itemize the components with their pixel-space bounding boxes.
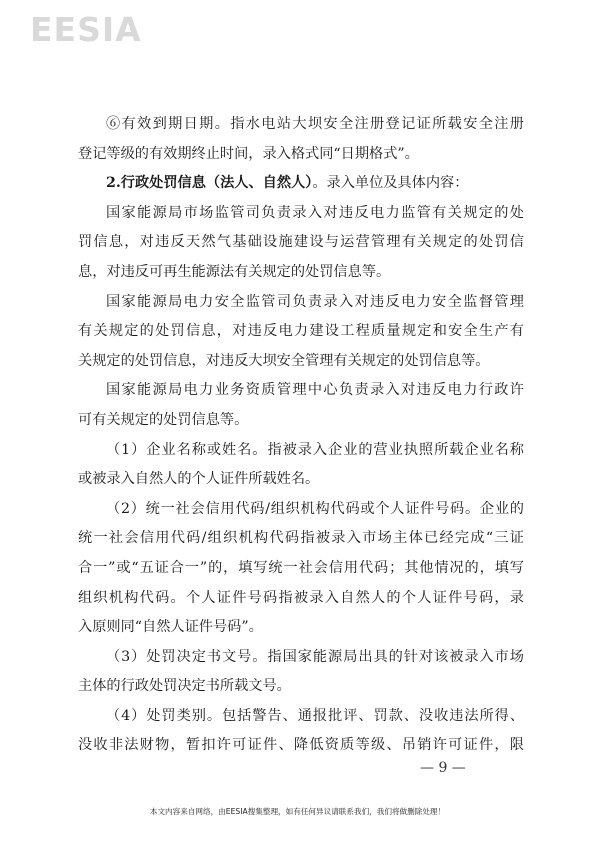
text-line: （3）处罚决定书文号。指国家能源局出具的针对该被录入市场 bbox=[106, 648, 524, 665]
text-line: 关规定的处罚信息，对违反大坝安全管理有关规定的处罚信息等。 bbox=[78, 352, 490, 369]
text-line: 主体的行政处罚决定书所载文号。 bbox=[78, 678, 291, 695]
text-line: （4）处罚类别。包括警告、通报批评、罚款、没收违法所得、 bbox=[106, 707, 524, 724]
text-line: 国家能源局市场监管司负责录入对违反电力监管有关规定的处 bbox=[106, 204, 524, 221]
footer-disclaimer: 本文内容来自网络，由EESIA搜集整理，如有任何异议请联系我们，我们将做删除处理！ bbox=[149, 807, 446, 816]
text-line: 或被录入自然人的个人证件所载姓名。 bbox=[78, 471, 320, 488]
text-line: 。录入单位及具体内容： bbox=[312, 175, 469, 192]
text-line: 国家能源局电力安全监管司负责录入对违反电力安全监督管理 bbox=[106, 293, 524, 310]
page-number: — 9 — bbox=[420, 760, 466, 776]
text-line: 组织机构代码。个人证件号码指被录入自然人的个人证件号码，录 bbox=[78, 589, 524, 606]
text-line: 登记等级的有效期终止时间，录入格式同“日期格式”。 bbox=[78, 145, 419, 162]
text-line: ⑥有效到期日期。指水电站大坝安全注册登记证所载安全注册 bbox=[106, 116, 524, 132]
text-line: 有关规定的处罚信息，对违反电力建设工程质量规定和安全生产有 bbox=[78, 323, 524, 340]
eesia-logo: EESIA bbox=[30, 10, 142, 49]
text-line: 罚信息，对违反天然气基础设施建设与运营管理有关规定的处罚信 bbox=[78, 234, 524, 251]
text-line: （2）统一社会信用代码/组织机构代码或个人证件号码。企业的 bbox=[106, 500, 524, 517]
text-line: 统一社会信用代码/组织机构代码指被录入市场主体已经完成“三证 bbox=[78, 530, 524, 547]
text-line: 没收非法财物，暂扣许可证件、降低资质等级、吊销许可证件，限 bbox=[78, 737, 524, 754]
text-line: 合一”或“五证合一”的，填写统一社会信用代码；其他情况的，填写 bbox=[78, 559, 524, 576]
text-line: （1）企业名称或姓名。指被录入企业的营业执照所载企业名称 bbox=[106, 441, 524, 458]
text-line: 国家能源局电力业务资质管理中心负责录入对违反电力行政许 bbox=[106, 382, 524, 399]
text-line: 息，对违反可再生能源法有关规定的处罚信息等。 bbox=[78, 263, 391, 280]
document-body bbox=[78, 110, 524, 761]
text-line: 入原则同“自然人证件号码”。 bbox=[78, 619, 263, 636]
text-line: 可有关规定的处罚信息等。 bbox=[78, 411, 249, 428]
section-heading: 2.行政处罚信息（法人、自然人） bbox=[106, 175, 313, 192]
section-heading-line bbox=[78, 169, 524, 199]
